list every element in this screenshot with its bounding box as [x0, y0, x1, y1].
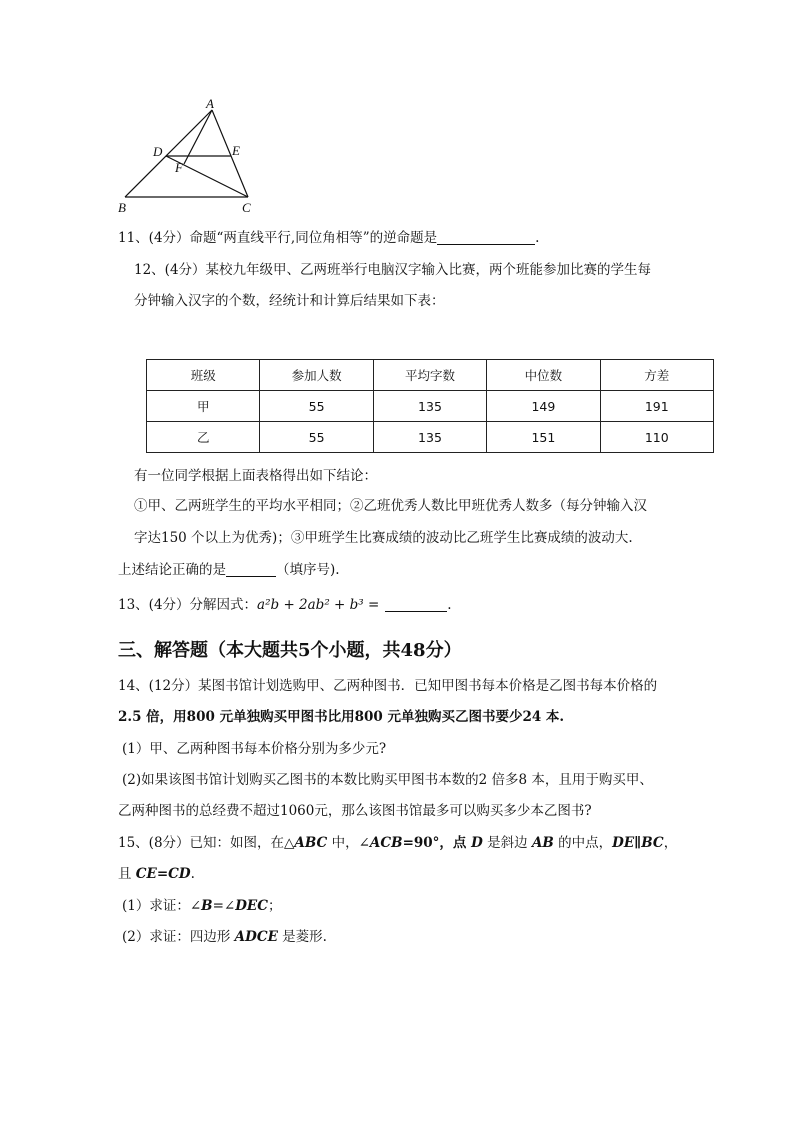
- q15-line2-b: .: [190, 866, 195, 882]
- q11-text: 11、(4分）命题“两直线平行,同位角相等”的逆命题是: [118, 230, 438, 246]
- table-cell: 乙: [147, 422, 260, 453]
- table-cell: 55: [260, 391, 373, 422]
- q11-answer-blank[interactable]: [437, 230, 535, 245]
- q12-conclusion-intro: 有一位同学根据上面表格得出如下结论：: [134, 468, 377, 484]
- q15-text-g: ，: [663, 835, 678, 851]
- table-cell: 110: [600, 422, 713, 453]
- q15-abc: ABC: [294, 835, 328, 851]
- q15-d: D: [471, 835, 483, 851]
- q13-formula: a²b + 2ab² + b³ =: [257, 597, 380, 613]
- q15-part-2: [122, 928, 327, 946]
- q15-text-a: 15、(8分）已知：如图，在△: [118, 835, 295, 851]
- q15-text-b: 中，∠: [327, 835, 370, 851]
- question-13: [118, 596, 452, 614]
- q12-line-2: 分钟输入汉字的个数，经统计和计算后结果如下表：: [134, 293, 445, 309]
- q12-conclusion-2: 字达150 个以上为优秀)；③甲班学生比赛成绩的波动比乙班学生比赛成绩的波动大.: [134, 530, 633, 546]
- q15-ce-cd: CE=CD: [135, 866, 191, 882]
- q12-answer-suffix: （填序号).: [276, 562, 340, 578]
- label-a: A: [206, 96, 214, 111]
- label-f: F: [175, 160, 183, 175]
- question-11: [118, 229, 539, 247]
- q15-acb: ACB: [369, 835, 403, 851]
- q15-p1-c: =∠: [212, 898, 236, 914]
- q15-p1-e: ；: [267, 898, 282, 914]
- q11-suffix: .: [535, 230, 540, 246]
- header-cell: 参加人数: [260, 360, 373, 391]
- q14-line-1: 14、(12分）某图书馆计划选购甲、乙两种图书．已知甲图书每本价格是乙图书每本价格的: [118, 678, 658, 694]
- q15-de-parallel-bc: DE∥BC: [612, 835, 664, 851]
- results-table: [146, 359, 714, 453]
- q12-answer-prefix: 上述结论正确的是: [118, 562, 226, 578]
- table-cell: 151: [487, 422, 600, 453]
- q15-part-1: [122, 897, 281, 915]
- q15-ab: AB: [531, 835, 554, 851]
- q14-part-2-line-1: (2)如果该图书馆计划购买乙图书的本数比购买甲图书本数的2 倍多8 本，且用于购买甲、: [122, 772, 653, 788]
- label-e: E: [232, 143, 240, 158]
- table-cell: 135: [373, 422, 486, 453]
- q15-text-f: 的中点，: [553, 835, 613, 851]
- table-cell: 191: [600, 391, 713, 422]
- q15-p2-c: 是菱形.: [277, 929, 327, 945]
- q15-p1-a: (1）求证：∠: [122, 898, 202, 914]
- table-header-row: [147, 360, 714, 391]
- q13-text: 13、(4分）分解因式：: [118, 597, 258, 613]
- q12-conclusion-1: ①甲、乙两班学生的平均水平相同；②乙班优秀人数比甲班优秀人数多（每分钟输入汉: [134, 498, 647, 514]
- table-row: [147, 391, 714, 422]
- q15-p2-b: ADCE: [234, 929, 278, 945]
- q13-suffix: .: [447, 597, 452, 613]
- label-b: B: [118, 200, 126, 215]
- q15-text-e: 是斜边: [482, 835, 532, 851]
- q15-line2-a: 且: [118, 866, 136, 882]
- q15-line-1: [118, 834, 677, 852]
- q12-answer-line: [118, 561, 340, 579]
- segment-ab: [125, 110, 212, 197]
- table-cell: 55: [260, 422, 373, 453]
- q12-line-1: 12、(4分）某校九年级甲、乙两班举行电脑汉字输入比赛，两个班能参加比赛的学生每: [134, 262, 652, 278]
- q15-p1-b: B: [201, 898, 213, 914]
- q13-answer-blank[interactable]: [385, 597, 447, 612]
- table-row: [147, 422, 714, 453]
- header-cell: 平均字数: [373, 360, 486, 391]
- table-cell: 135: [373, 391, 486, 422]
- header-cell: 中位数: [487, 360, 600, 391]
- table-cell: 甲: [147, 391, 260, 422]
- q14-part-2-line-2: 乙两种图书的总经费不超过1060元，那么该图书馆最多可以购买多少本乙图书?: [118, 803, 592, 819]
- header-cell: 班级: [147, 360, 260, 391]
- section-3-title: 三、解答题（本大题共5个小题，共48分）: [118, 640, 462, 661]
- q15-p1-d: DEC: [235, 898, 268, 914]
- label-c: C: [242, 200, 251, 215]
- q12-answer-blank[interactable]: [226, 562, 276, 577]
- q14-part-1: (1）甲、乙两种图书每本价格分别为多少元?: [122, 741, 387, 757]
- q15-line-2: [118, 865, 195, 883]
- q15-text-c: =90°，点: [402, 835, 472, 851]
- segment-ac: [212, 110, 248, 197]
- header-cell: 方差: [600, 360, 713, 391]
- q14-line-2: 2.5 倍，用800 元单独购买甲图书比用800 元单独购买乙图书要少24 本.: [118, 709, 565, 725]
- label-d: D: [153, 144, 163, 159]
- triangle-figure: [110, 96, 270, 218]
- q15-p2-a: (2）求证：四边形: [122, 929, 235, 945]
- table-cell: 149: [487, 391, 600, 422]
